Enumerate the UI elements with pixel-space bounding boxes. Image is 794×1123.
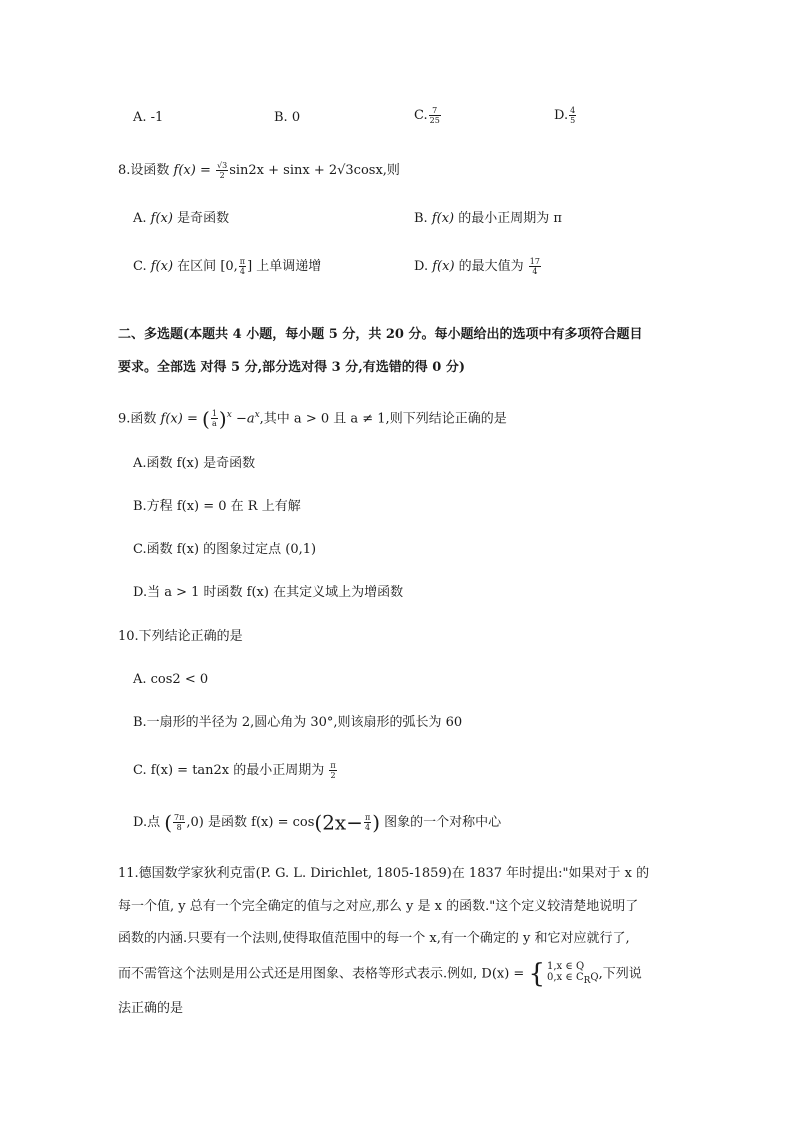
fraction-numerator: 1 (211, 409, 217, 419)
fraction-numerator: π (239, 257, 246, 266)
q11-case2-main: 0,x ∈ C (547, 972, 584, 983)
q8-option-b-fx: f(x) (431, 211, 455, 226)
fraction-denominator: 2 (219, 171, 225, 180)
q9-eq: = (182, 411, 203, 427)
q10-arg-paren-right: ) (372, 810, 381, 835)
q8-option-a-prefix: A. (133, 211, 151, 226)
q11-line3: 函数的内涵.只要有一个法则,使得取值范围中的每一个 x,有一个确定的 y 和它对应就行了, (118, 931, 630, 946)
q10-option-d-prefix: D.点 (133, 815, 165, 830)
q8-option-d-text: 的最大值为 (454, 259, 528, 274)
fraction-denominator: 2 (330, 771, 336, 780)
q7-option-d-prefix: D. (554, 108, 569, 123)
q8-option-d-fx: f(x) (432, 259, 455, 274)
q9-stem (118, 405, 507, 429)
q10-point-fraction (173, 813, 185, 832)
q11-line5: 法正确的是 (118, 1001, 184, 1016)
fraction-numerator: π (330, 761, 336, 770)
fraction-denominator: 5 (570, 116, 576, 125)
q8-option-a-text: 是奇函数 (172, 211, 230, 226)
fraction-denominator: 4 (239, 267, 245, 276)
q11-cases-brace: { (528, 959, 545, 989)
q10-point-right: ,0) (186, 815, 204, 830)
q11-case2 (547, 972, 599, 987)
q11-line4 (118, 961, 642, 987)
fraction-denominator: 4 (365, 823, 371, 832)
q9-fraction (211, 409, 218, 428)
q9-fx: f(x) (160, 411, 183, 427)
fraction-numerator: 7π (174, 813, 185, 822)
q7-option-c (414, 106, 442, 126)
q11-line4-prefix: 而不需管这个法则是用公式还是用图象、表格等形式表示.例如, D(x) = (118, 966, 529, 982)
fraction-denominator: 8 (176, 823, 182, 832)
q9-paren-right: ) (218, 406, 227, 431)
q8-stem-prefix: 8.设函数 (118, 163, 174, 178)
q8-stem-body: sin2x + sinx + 2√3cosx (229, 163, 383, 178)
q10-option-b: B.一扇形的半径为 2,圆心角为 30°,则该扇形的弧长为 60 (133, 715, 463, 730)
q10-option-d-mid: 是函数 f(x) = cos (203, 815, 315, 830)
q7-option-d-fraction (569, 106, 576, 125)
q8-option-c-interval-right: ] (247, 259, 253, 274)
q8-option-b-text: 的最小正周期为 π (454, 211, 562, 226)
q8-sqrt3-fraction (216, 161, 228, 180)
fraction-numerator: 17 (529, 257, 540, 266)
q7-option-b: B. 0 (274, 110, 301, 125)
q8-option-a (133, 209, 229, 229)
q11-case2-end: Q (590, 972, 599, 983)
q11-line2: 每一个值, y 总有一个完全确定的值与之对应,那么 y 是 x 的函数."这个定义较清楚地说明了 (118, 899, 639, 914)
fraction-denominator: 25 (429, 116, 440, 125)
q8-option-c (133, 257, 321, 277)
q9-exponent-x2: x (254, 410, 260, 420)
q10-arg-fraction (364, 813, 371, 832)
q11-case2-sub: R (583, 976, 591, 986)
fraction-numerator: 7 (429, 106, 441, 116)
q7-option-a: A. -1 (133, 110, 164, 125)
section2-heading-line1: 二、多选题(本题共 4 小题，每小题 5 分，共 20 分。每小题给出的选项中有多项符合题目 (118, 327, 643, 342)
q9-minus-ax: −a (231, 411, 255, 427)
q8-option-d-fraction (529, 257, 541, 276)
q8-option-b-prefix: B. (414, 211, 432, 226)
q8-option-c-mid: 在区间 (173, 259, 221, 274)
q10-option-c (133, 761, 338, 781)
q8-eq: = (195, 163, 216, 178)
q10-arg-paren-left: (2x− (314, 810, 363, 835)
fraction-denominator: a (211, 419, 217, 429)
q8-option-c-text: 上单调递增 (252, 259, 322, 274)
q10-option-c-fraction (329, 761, 336, 780)
q11-cases (547, 961, 599, 987)
q11-line4-suffix: ,下列说 (598, 966, 642, 982)
q8-stem (118, 161, 400, 181)
section2-heading-line2: 要求。全部选 对得 5 分,部分选对得 3 分,有选错的得 0 分) (118, 360, 466, 375)
q8-option-c-prefix: C. (133, 259, 151, 274)
q8-fx: f(x) (173, 163, 196, 178)
q9-exponent-x: x (226, 410, 232, 420)
q10-option-d (133, 810, 502, 835)
q8-option-c-fx: f(x) (150, 259, 174, 274)
q9-option-c: C.函数 f(x) 的图象过定点 (0,1) (133, 542, 317, 557)
q11-case1: 1,x ∈ Q (547, 961, 585, 972)
fraction-numerator: 4 (570, 106, 576, 115)
q7-option-c-prefix: C. (414, 108, 428, 123)
q9-option-a: A.函数 f(x) 是奇函数 (133, 456, 256, 471)
q10-stem: 10.下列结论正确的是 (118, 629, 243, 644)
q11-line1: 11.德国数学家狄利克雷(P. G. L. Dirichlet, 1805-1859)在 1837 年时提出:"如果对于 x 的 (118, 866, 650, 881)
q10-option-a: A. cos2 < 0 (133, 672, 209, 687)
fraction-denominator: 4 (532, 267, 538, 276)
q7-option-c-fraction (429, 106, 441, 125)
fraction-numerator: √3 (217, 161, 228, 170)
q8-option-d (414, 257, 542, 277)
q9-option-b: B.方程 f(x) = 0 在 R 上有解 (133, 499, 301, 514)
q8-option-c-interval-fraction (239, 257, 246, 276)
q8-option-c-interval-left: [0, (220, 259, 238, 274)
q7-option-d (554, 106, 577, 126)
q8-stem-suffix: ,则 (382, 163, 400, 178)
q9-stem-prefix: 9.函数 (118, 411, 161, 427)
q9-stem-suffix: ,其中 a > 0 且 a ≠ 1,则下列结论正确的是 (259, 411, 507, 427)
q9-option-d: D.当 a > 1 时函数 f(x) 在其定义域上为增函数 (133, 585, 404, 600)
q9-paren-left: ( (202, 406, 210, 431)
q10-point-paren-left: ( (164, 810, 173, 835)
fraction-numerator: π (364, 813, 371, 822)
q10-option-d-suffix: 图象的一个对称中心 (380, 815, 502, 830)
q8-option-d-prefix: D. (414, 259, 433, 274)
q8-option-a-fx: f(x) (150, 211, 173, 226)
q8-option-b (414, 209, 562, 229)
q10-option-c-prefix: C. f(x) = tan2x 的最小正周期为 (133, 763, 329, 778)
